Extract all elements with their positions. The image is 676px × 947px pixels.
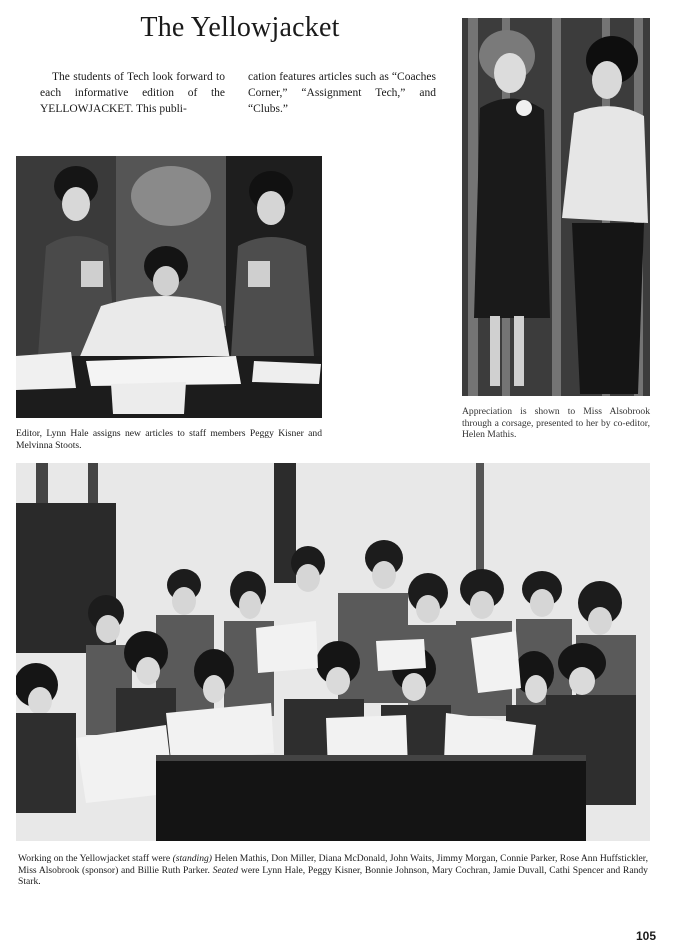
caption-seated-label: Seated (212, 864, 239, 876)
caption-standing-names: Helen Mathis, Don Miller, Diana McDonald, John Waits, Jimmy Morgan, Connie Parker, Rose Ann Huffstickler, Miss Alsobrook (sponsor) and Billie Ruth Parker. (18, 853, 649, 876)
photo-editor-assigns-articles (16, 156, 322, 418)
caption-staff (18, 853, 648, 888)
intro-text-right: cation features articles such as “Coaches Corner,” “Assignment Tech,” and “Clubs.” (248, 71, 436, 115)
photo-editor-illustration (16, 156, 322, 418)
page-title: The Yellowjacket (140, 12, 340, 43)
page-number: 105 (635, 929, 656, 943)
caption-standing-label: (standing) (172, 853, 213, 864)
photo-corsage-presentation (462, 18, 650, 396)
caption-editor: Editor, Lynn Hale assigns new articles to staff members Peggy Kisner and Melvinna Stoots. (16, 428, 322, 451)
photo-yellowjacket-staff (16, 463, 650, 841)
caption-staff-lead: Working on the Yellowjacket staff were (18, 853, 171, 864)
photo-corsage-illustration (462, 18, 650, 396)
caption-seated-names: were Lynn Hale, Peggy Kisner, Bonnie Johnson, Mary Cochran, Jamie Duvall, Cathi Spencer and Randy Stark. (18, 864, 648, 887)
caption-appreciation: Appreciation is shown to Miss Alsobrook through a corsage, presented to her by co-editor, Helen Mathis. (462, 406, 650, 440)
intro-text-left: The students of Tech look forward to each informative edition of the YELLOWJACKET. This publi- (40, 71, 225, 115)
photo-staff-illustration (16, 463, 650, 841)
